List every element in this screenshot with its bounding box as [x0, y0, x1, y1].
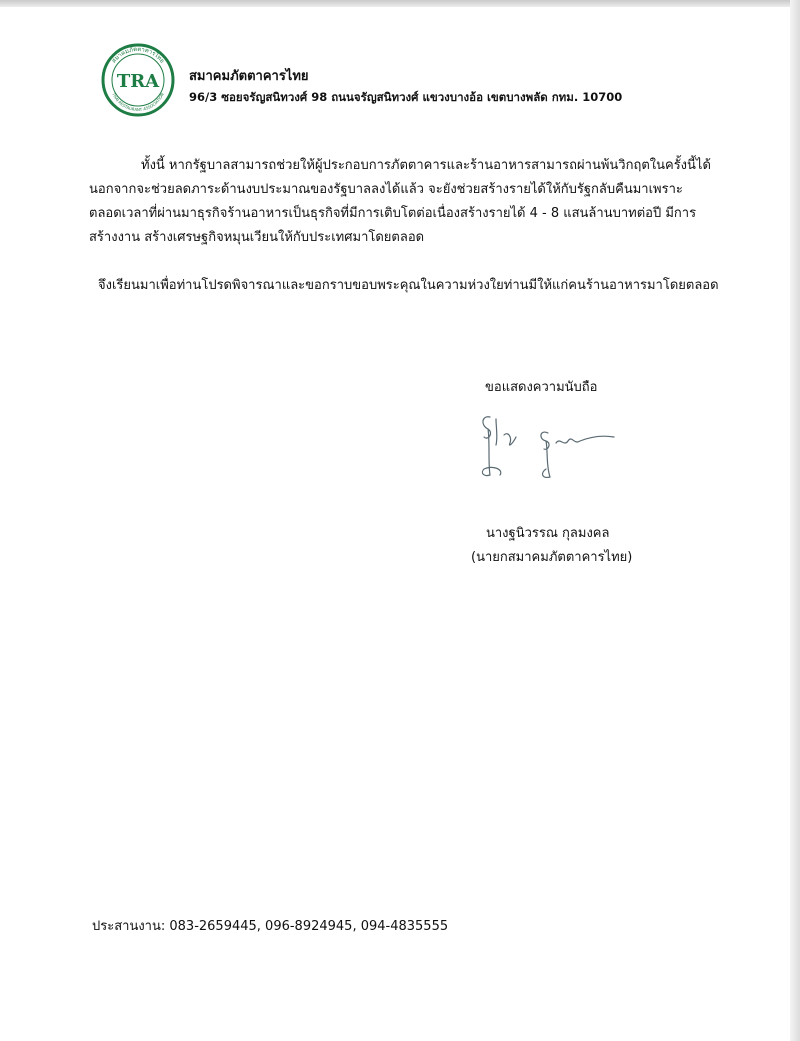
organization-name: สมาคมภัตตาคารไทย — [189, 69, 309, 84]
page-right-edge — [790, 0, 800, 1041]
organization-address: 96/3 ซอยจรัญสนิทวงศ์ 98 ถนนจรัญสนิทวงศ์ แขวงบางอ้อ เขตบางพลัด กทม. 10700 — [189, 90, 623, 104]
handwritten-signature — [470, 407, 620, 487]
logo-ring-text-top: สมาคมภัตตาคารไทย — [110, 45, 166, 65]
closing-salutation: ขอแสดงความนับถือ — [485, 380, 598, 395]
body-paragraph-2: จึงเรียนมาเพื่อท่านโปรดพิจารณาและขอกราบขอบพระคุณในความห่วงใยท่านมีให้แก่คนร้านอาหารมาโดยตลอด — [98, 278, 719, 293]
logo-monogram: TRA — [116, 71, 160, 92]
signer-name: นางฐนิวรรณ กุลมงคล — [486, 526, 610, 541]
paragraph-1-line: สร้างงาน สร้างเศรษฐกิจหมุนเวียนให้กับประเทศมาโดยตลอด — [89, 230, 425, 245]
document-page — [0, 7, 788, 1041]
contact-line: ประสานงาน: 083-2659445, 096-8924945, 094-4835555 — [92, 919, 449, 934]
paragraph-1-line: ทั้งนี้ หากรัฐบาลสามารถช่วยให้ผู้ประกอบการภัตตาคารและร้านอาหารสามารถผ่านพ้นวิกฤตในครั้งนี้ได้ — [141, 158, 711, 173]
signer-title: (นายกสมาคมภัตตาคารไทย) — [471, 550, 633, 565]
logo-ring-text-bottom: THAI RESTAURANT ASSOCIATION — [111, 92, 165, 113]
body-paragraph-1 — [89, 154, 709, 250]
paragraph-1-line: ตลอดเวลาที่ผ่านมาธุรกิจร้านอาหารเป็นธุรกิจที่มีการเติบโตต่อเนื่องสร้างรายได้ 4 - 8 แสนล้านบาทต่อปี มีการ — [89, 206, 697, 221]
page-top-shadow — [0, 0, 800, 7]
paragraph-1-line: นอกจากจะช่วยลดภาระด้านงบประมาณของรัฐบาลลงได้แล้ว จะยังช่วยสร้างรายได้ให้กับรัฐกลับคืนมาเพราะ — [89, 182, 683, 197]
association-logo — [101, 43, 175, 117]
